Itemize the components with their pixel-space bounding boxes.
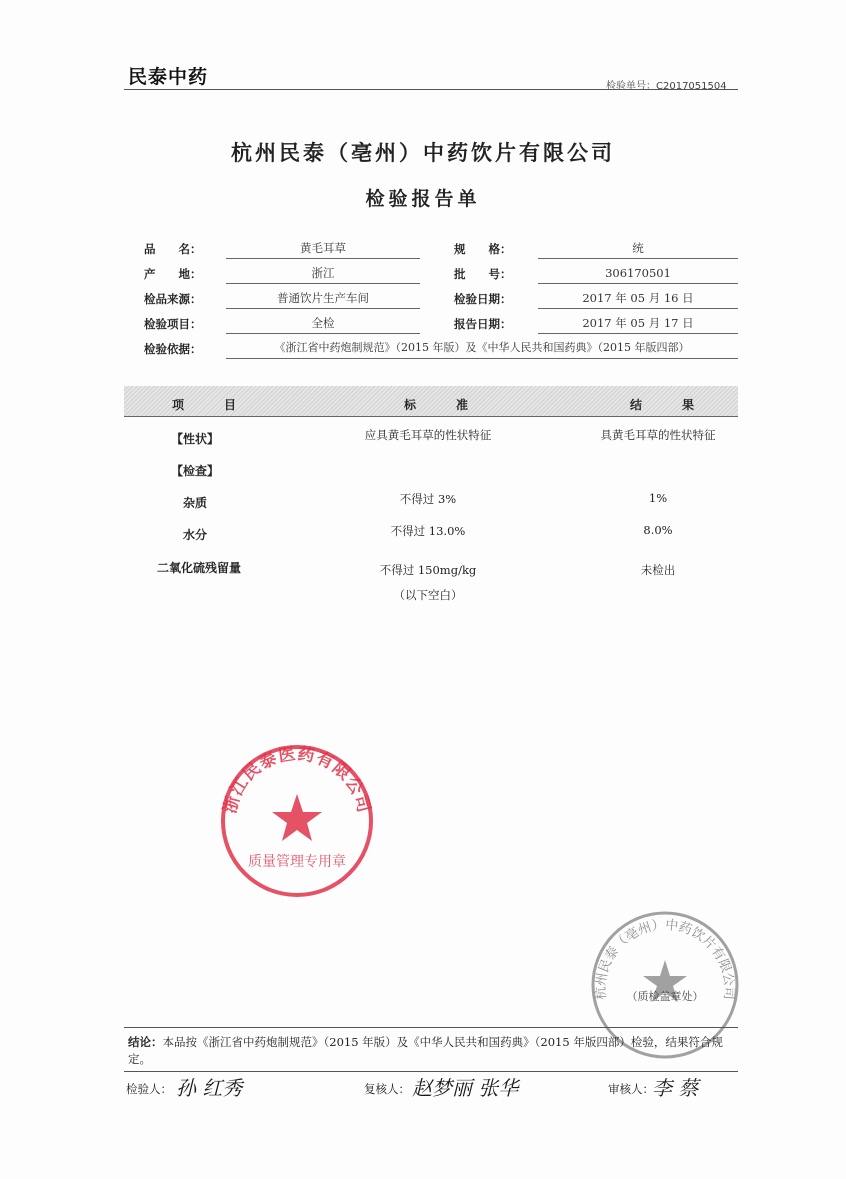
conclusion [128, 1034, 738, 1068]
inspector-label: 检验人： [126, 1082, 172, 1096]
batch-value: 306170501 [538, 263, 738, 284]
column-header-result: 结 果 [630, 398, 709, 412]
spec-label: 规 格： [454, 242, 512, 256]
red-quality-seal [218, 742, 376, 900]
traits-result: 具黄毛耳草的性状特征 [600, 428, 716, 442]
table-row-result: 未检出 [640, 563, 676, 577]
section-check: 【检查】 [170, 464, 219, 478]
table-row-result: 1% [648, 491, 668, 505]
origin-label: 产 地： [144, 267, 202, 281]
origin-value: 浙江 [226, 263, 420, 284]
star-icon [272, 794, 322, 841]
traits-standard: 应具黄毛耳草的性状特征 [364, 428, 492, 442]
column-header-standard: 标 准 [404, 398, 483, 412]
inspect-date-value: 2017 年 05 月 16 日 [538, 288, 738, 309]
reviewer-signature: 赵梦丽 张华 [412, 1076, 519, 1100]
spec-value: 统 [538, 238, 738, 259]
source-label: 检品来源： [144, 292, 202, 306]
red-seal-inner-text: 质量管理专用章 [248, 854, 346, 870]
table-row-item: 杂质 [182, 496, 207, 510]
table-row-standard: 不得过 13.0% [390, 524, 466, 538]
column-header-item: 项 目 [172, 398, 251, 412]
inspector-signature: 孙 红秀 [176, 1076, 243, 1100]
table-row-standard: 不得过 3% [399, 492, 457, 506]
report-date-value: 2017 年 05 月 17 日 [538, 313, 738, 334]
table-row-result: 8.0% [643, 523, 673, 537]
items-value: 全检 [226, 313, 420, 334]
red-seal-ring-text: 浙江民泰医药有限公司 [220, 744, 374, 816]
source-value: 普通饮片生产车间 [226, 288, 420, 309]
conclusion-divider [124, 1027, 738, 1028]
company-name: 杭州民泰（亳州）中药饮片有限公司 [231, 140, 615, 165]
approver-label: 审核人： [608, 1082, 654, 1096]
basis-value: 《浙江省中药炮制规范》（2015 年版）及《中华人民共和国药典》（2015 年版四部） [226, 338, 738, 359]
report-date-label: 报告日期： [454, 317, 512, 331]
inspect-date-label: 检验日期： [454, 292, 512, 306]
table-row-item: 水分 [182, 528, 207, 542]
document-title: 检验报告单 [365, 188, 481, 210]
report-number-value: C2017051504 [656, 81, 727, 92]
reviewer-label: 复核人： [364, 1082, 410, 1096]
conclusion-label: 结论： [128, 1035, 163, 1049]
report-number-label: 检验单号： [606, 81, 656, 92]
header-divider [124, 89, 738, 90]
product-name-label: 品 名： [144, 242, 202, 256]
table-row-standard: 不得过 150mg/kg [379, 563, 477, 577]
company-logo: 民泰中药 [128, 66, 209, 88]
grey-seal-inner-text: （质检盖章处） [626, 990, 704, 1003]
conclusion-text: 本品按《浙江省中药炮制规范》（2015 年版）及《中华人民共和国药典》（2015 年版四部）检验，结果符合规定。 [128, 1035, 723, 1066]
table-row-item: 二氧化硫残留量 [156, 561, 241, 575]
product-name-value: 黄毛耳草 [226, 238, 420, 259]
items-label: 检验项目： [144, 317, 202, 331]
section-traits: 【性状】 [170, 432, 219, 446]
approver-signature: 李 蔡 [652, 1076, 699, 1100]
batch-label: 批 号： [454, 267, 512, 281]
blank-note: （以下空白） [393, 588, 463, 602]
grey-seal-ring-text: 杭州民泰（亳州）中药饮片有限公司 [593, 917, 737, 1001]
basis-label: 检验依据： [144, 342, 202, 356]
